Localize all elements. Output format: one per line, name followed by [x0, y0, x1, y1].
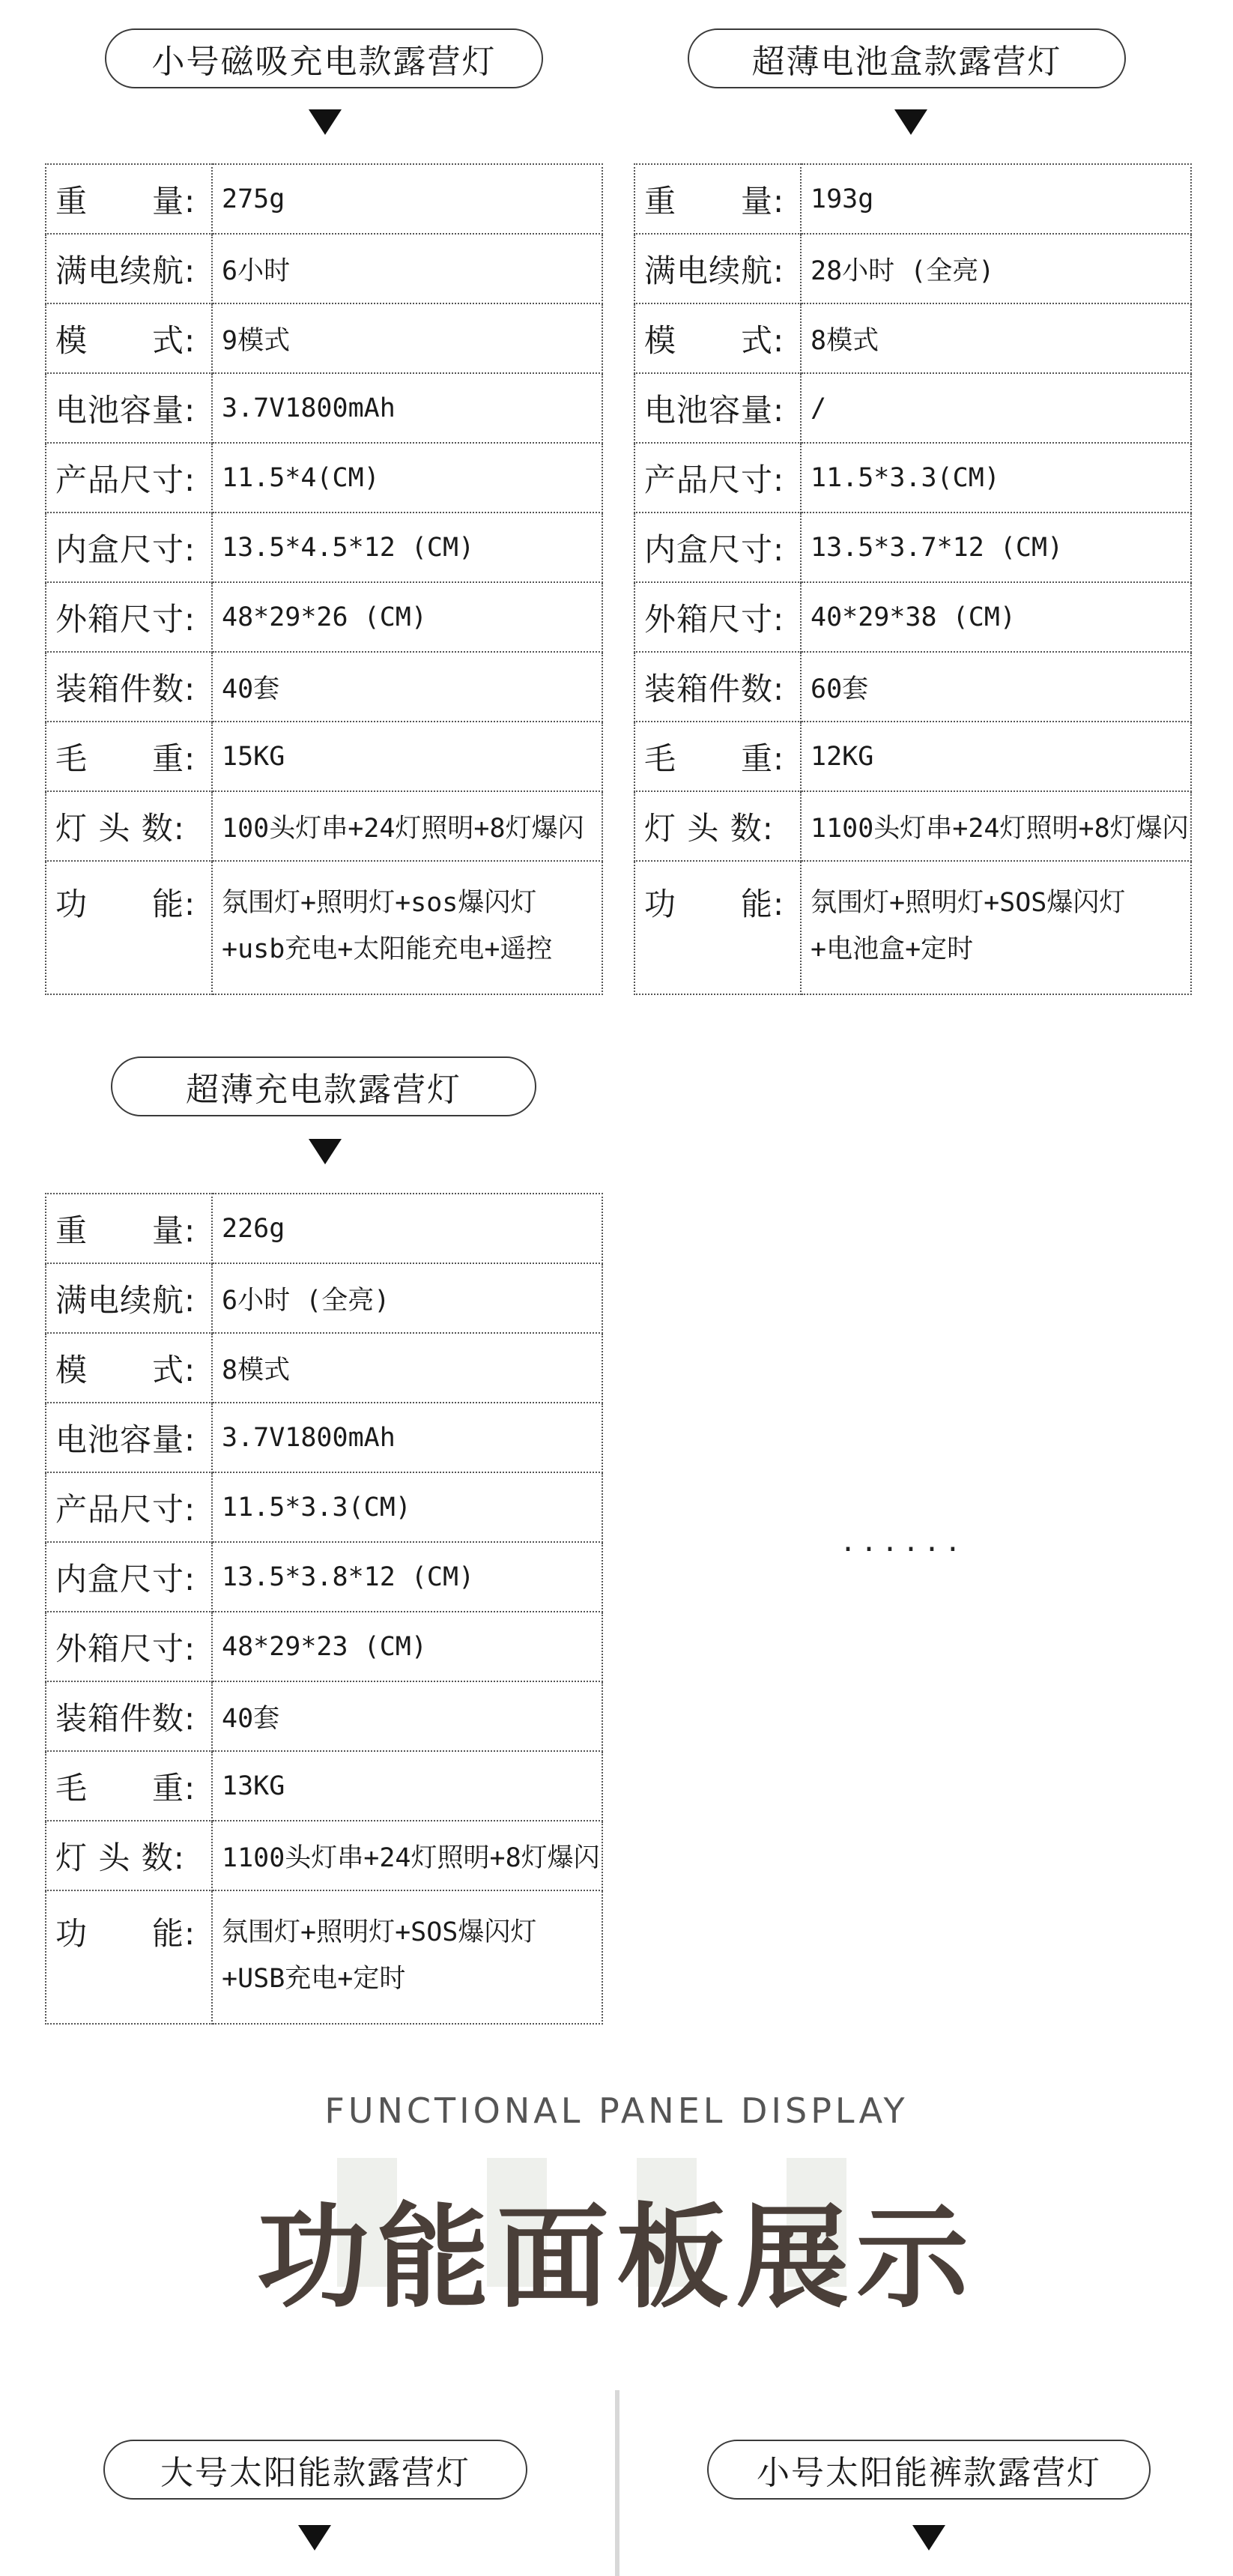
spec-value-line: +电池盒+定时 — [811, 934, 974, 964]
spec-row — [634, 373, 1191, 443]
product-title-pill — [105, 28, 543, 88]
product-title: 超薄充电款露营灯 — [186, 1071, 461, 1109]
spec-row — [46, 722, 602, 791]
spec-row — [46, 1472, 602, 1542]
ellipsis: ...... — [843, 1521, 969, 1559]
spec-row — [46, 582, 602, 652]
spec-value-line: 氛围灯+照明灯+SOS爆闪灯 — [222, 1917, 537, 1947]
spec-label: 灯 头 数: — [634, 791, 801, 861]
spec-value-line: 氛围灯+照明灯+sos爆闪灯 — [222, 888, 537, 918]
spec-label: 电池容量: — [634, 373, 801, 443]
spec-label: 电池容量: — [46, 373, 212, 443]
spec-label: 毛 重: — [634, 722, 801, 791]
down-arrow-icon — [912, 2525, 945, 2551]
spec-value: / — [801, 373, 1191, 443]
spec-row — [46, 1403, 602, 1472]
spec-row — [634, 861, 1191, 994]
spec-label: 满电续航: — [46, 1263, 212, 1333]
spec-row — [46, 303, 602, 373]
spec-label: 电池容量: — [46, 1403, 212, 1472]
product-title: 小号太阳能裤款露营灯 — [757, 2454, 1101, 2492]
spec-value: 11.5*3.3(CM) — [212, 1472, 602, 1542]
spec-label: 内盒尺寸: — [634, 513, 801, 582]
spec-value: 8模式 — [212, 1333, 602, 1403]
spec-label: 产品尺寸: — [46, 1472, 212, 1542]
spec-value: 9模式 — [212, 303, 602, 373]
spec-value: 48*29*26 (CM) — [212, 582, 602, 652]
spec-value: 275g — [212, 164, 602, 234]
spec-row — [46, 1542, 602, 1612]
spec-row — [46, 373, 602, 443]
spec-row — [634, 443, 1191, 513]
spec-value: 28小时 (全亮) — [801, 234, 1191, 303]
spec-label: 产品尺寸: — [634, 443, 801, 513]
spec-value: 60套 — [801, 652, 1191, 722]
section-english-title: FUNCTIONAL PANEL DISPLAY — [324, 2090, 909, 2131]
spec-value: 15KG — [212, 722, 602, 791]
product-title-pill — [688, 28, 1126, 88]
spec-row — [46, 443, 602, 513]
spec-value: 3.7V1800mAh — [212, 1403, 602, 1472]
spec-row — [634, 513, 1191, 582]
spec-row — [46, 791, 602, 861]
spec-row — [634, 722, 1191, 791]
spec-row — [46, 1681, 602, 1751]
spec-value: 1100头灯串+24灯照明+8灯爆闪 — [801, 791, 1191, 861]
spec-label: 满电续航: — [46, 234, 212, 303]
spec-value: 40*29*38 (CM) — [801, 582, 1191, 652]
spec-label: 装箱件数: — [46, 1681, 212, 1751]
spec-label: 模 式: — [46, 303, 212, 373]
spec-row — [634, 234, 1191, 303]
spec-value: 6小时 (全亮) — [212, 1263, 602, 1333]
spec-row — [46, 1821, 602, 1890]
spec-value: 100头灯串+24灯照明+8灯爆闪 — [212, 791, 602, 861]
spec-row — [634, 164, 1191, 234]
spec-value-line: +USB充电+定时 — [222, 1964, 406, 1994]
spec-row — [46, 1263, 602, 1333]
spec-value: 226g — [212, 1194, 602, 1263]
spec-label: 功 能: — [634, 861, 801, 994]
spec-label: 外箱尺寸: — [634, 582, 801, 652]
spec-label: 功 能: — [46, 1890, 212, 2024]
spec-row — [46, 1194, 602, 1263]
spec-table — [45, 1193, 603, 2025]
product-title-pill — [707, 2440, 1151, 2500]
spec-value-line: +usb充电+太阳能充电+遥控 — [222, 934, 553, 964]
down-arrow-icon — [309, 109, 342, 135]
spec-label: 装箱件数: — [46, 652, 212, 722]
spec-value-line: 氛围灯+照明灯+SOS爆闪灯 — [811, 888, 1126, 918]
spec-value — [212, 1890, 602, 2024]
spec-value: 11.5*4(CM) — [212, 443, 602, 513]
spec-label: 满电续航: — [634, 234, 801, 303]
spec-label: 重 量: — [46, 164, 212, 234]
spec-value — [212, 861, 602, 994]
spec-value: 13.5*4.5*12 (CM) — [212, 513, 602, 582]
spec-label: 灯 头 数: — [46, 791, 212, 861]
spec-row — [634, 791, 1191, 861]
spec-row — [46, 234, 602, 303]
spec-label: 毛 重: — [46, 722, 212, 791]
spec-label: 灯 头 数: — [46, 1821, 212, 1890]
spec-row — [634, 582, 1191, 652]
spec-label: 装箱件数: — [634, 652, 801, 722]
spec-label: 外箱尺寸: — [46, 1612, 212, 1681]
spec-value: 13.5*3.7*12 (CM) — [801, 513, 1191, 582]
spec-value: 11.5*3.3(CM) — [801, 443, 1191, 513]
spec-value: 13KG — [212, 1751, 602, 1821]
product-title-pill — [111, 1056, 536, 1116]
spec-value: 13.5*3.8*12 (CM) — [212, 1542, 602, 1612]
spec-row — [46, 1890, 602, 2024]
spec-row — [46, 1612, 602, 1681]
spec-row — [634, 303, 1191, 373]
product-title-pill — [103, 2440, 527, 2500]
spec-row — [46, 1751, 602, 1821]
down-arrow-icon — [298, 2525, 331, 2551]
spec-value: 40套 — [212, 652, 602, 722]
product-title: 超薄电池盒款露营灯 — [751, 43, 1062, 81]
spec-table — [634, 163, 1192, 995]
spec-label: 功 能: — [46, 861, 212, 994]
spec-row — [634, 652, 1191, 722]
spec-label: 模 式: — [46, 1333, 212, 1403]
down-arrow-icon — [309, 1139, 342, 1164]
spec-value: 3.7V1800mAh — [212, 373, 602, 443]
spec-label: 外箱尺寸: — [46, 582, 212, 652]
spec-value: 12KG — [801, 722, 1191, 791]
spec-value: 193g — [801, 164, 1191, 234]
spec-label: 毛 重: — [46, 1751, 212, 1821]
spec-value: 6小时 — [212, 234, 602, 303]
spec-label: 重 量: — [46, 1194, 212, 1263]
down-arrow-icon — [894, 109, 927, 135]
spec-row — [46, 652, 602, 722]
spec-label: 模 式: — [634, 303, 801, 373]
spec-value: 48*29*23 (CM) — [212, 1612, 602, 1681]
spec-label: 内盒尺寸: — [46, 513, 212, 582]
spec-row — [46, 164, 602, 234]
section-chinese-title: 功能面板展示 — [256, 2193, 976, 2323]
center-divider — [615, 2390, 619, 2576]
spec-label: 内盒尺寸: — [46, 1542, 212, 1612]
spec-value: 40套 — [212, 1681, 602, 1751]
spec-row — [46, 1333, 602, 1403]
spec-row — [46, 861, 602, 994]
spec-table — [45, 163, 603, 995]
product-title: 小号磁吸充电款露营灯 — [151, 43, 497, 81]
spec-value — [801, 861, 1191, 994]
spec-label: 重 量: — [634, 164, 801, 234]
spec-value: 1100头灯串+24灯照明+8灯爆闪 — [212, 1821, 602, 1890]
spec-row — [46, 513, 602, 582]
spec-value: 8模式 — [801, 303, 1191, 373]
spec-label: 产品尺寸: — [46, 443, 212, 513]
product-title: 大号太阳能款露营灯 — [160, 2454, 470, 2492]
